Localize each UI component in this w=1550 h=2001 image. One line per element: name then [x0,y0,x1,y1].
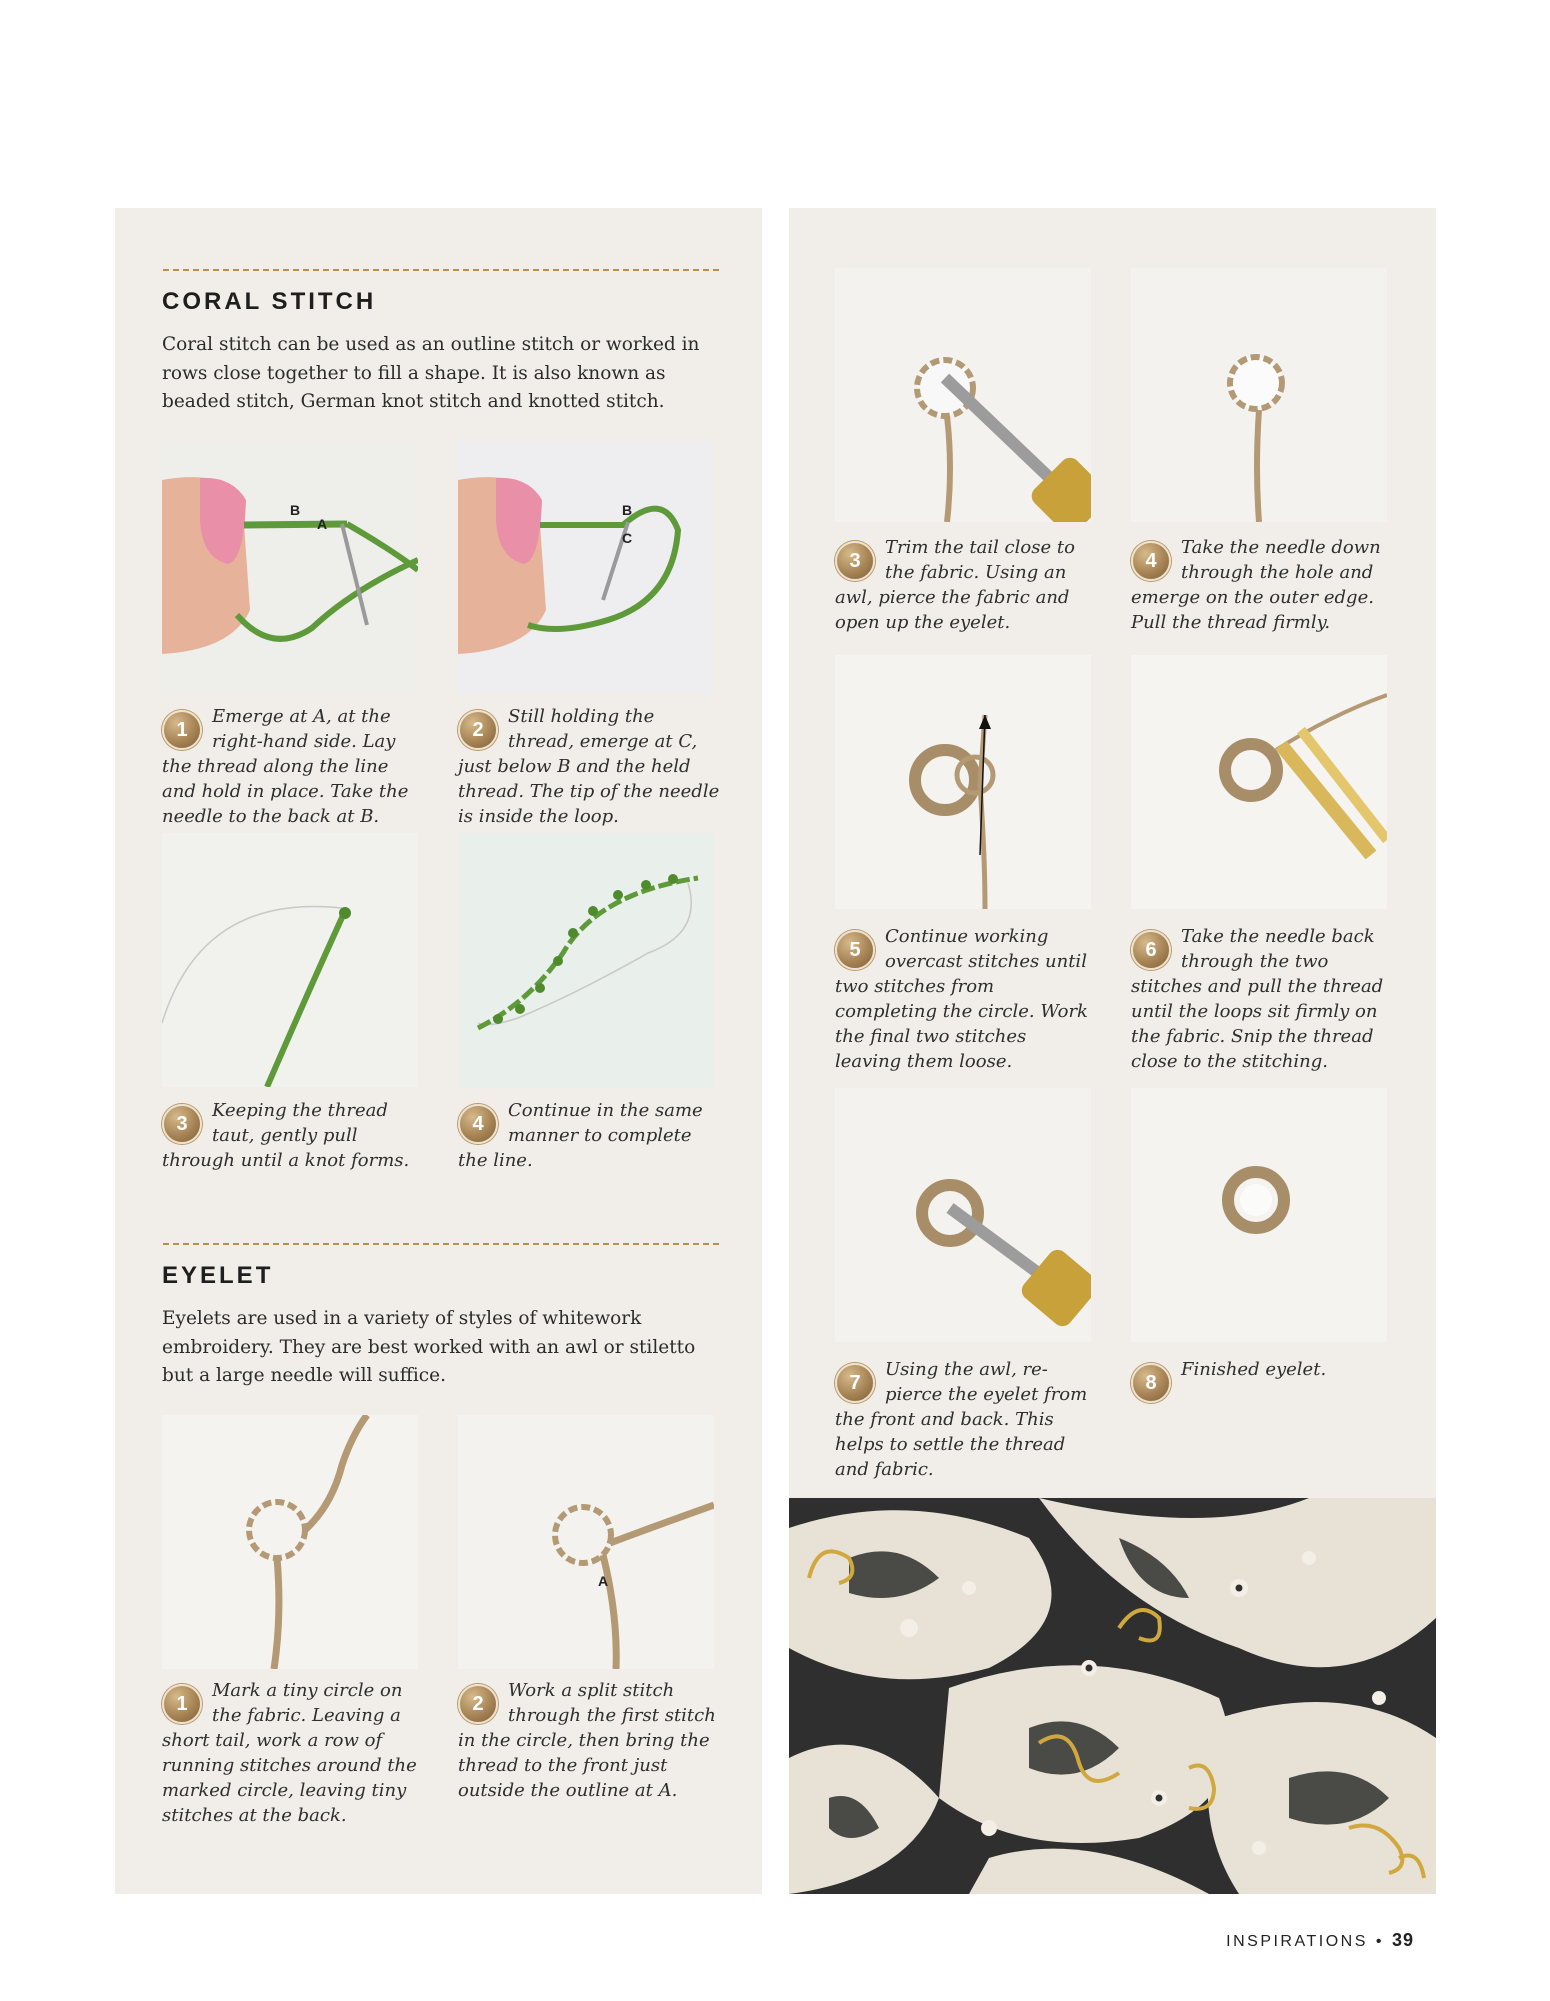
step-number-badge: 2 [458,710,498,750]
eyelet-step-4-photo [1131,268,1387,522]
coral-point-a-label: A [317,516,328,532]
coral-step-2-photo [458,440,714,694]
step-text: Finished eyelet. [1181,1359,1327,1380]
eyelet-step-5-image [835,655,1091,909]
step-text: Take the needle down through the hole and emerge on the outer edge. Pull the thread firmly. [1131,537,1381,633]
coral-stitch-intro: Coral stitch can be used as an outline stitch or worked in rows close together to fill a shape. It is also known as beaded stitch, German knot stitch and knotted stitch. [162,334,700,412]
step-text: Trim the tail close to the fabric. Using an awl, pierce the fabric and open up the eyelet. [835,537,1075,633]
eyelet-step-3-photo [835,268,1091,522]
step-text: Take the needle back through the two stitches and pull the thread until the loops sit firmly on the fabric. Snip the thread close to the stitching. [1131,926,1384,1072]
coral-step-3-caption [162,1098,424,1173]
eyelet-step-7-photo [835,1088,1091,1342]
eyelet-step-2-image [458,1415,714,1669]
whitework-lace-photo [789,1498,1436,1894]
page-footer [1226,1930,1414,1951]
eyelet-step-2-caption [458,1678,720,1803]
eyelet-step-8-image [1131,1088,1387,1342]
step-number-badge: 3 [162,1104,202,1144]
eyelet-step-5-caption [835,924,1097,1074]
eyelet-step-7-caption [835,1357,1097,1482]
eyelet-step-8-caption [1131,1357,1393,1403]
eyelet-step-1-photo [162,1415,418,1669]
eyelet-step-4-caption [1131,535,1393,635]
whitework-lace-image [789,1498,1436,1894]
page-number: 39 [1391,1930,1414,1950]
coral-step-3-image [162,833,418,1087]
coral-point-b2-label: B [622,502,633,518]
step-number-badge: 5 [835,930,875,970]
coral-step-2-image [458,440,714,694]
eyelet-step-3-caption [835,535,1097,635]
step-text: Work a split stitch through the first stitch in the circle, then bring the thread to the front just outside the outline at A. [458,1680,716,1801]
eyelet-step-1-caption [162,1678,424,1828]
eyelet-step-8-photo [1131,1088,1387,1342]
step-number-badge: 7 [835,1363,875,1403]
coral-step-1-image [162,440,418,694]
eyelet-intro: Eyelets are used in a variety of styles of whitework embroidery. They are best worked with an awl or stiletto but a large needle will suffice. [162,1308,696,1386]
step-number-badge: 2 [458,1684,498,1724]
right-panel [789,208,1436,1498]
coral-step-4-caption [458,1098,720,1173]
eyelet-divider [163,1243,719,1245]
coral-step-4-image [458,833,714,1087]
step-number-badge: 1 [162,710,202,750]
eyelet-point-a-label: A [598,1573,609,1589]
eyelet-step-6-photo [1131,655,1387,909]
step-text: Using the awl, re-pierce the eyelet from the front and back. This helps to settle the thread and fabric. [835,1359,1088,1480]
coral-divider [163,269,719,271]
eyelet-step-5-photo [835,655,1091,909]
coral-point-b-label: B [290,502,301,518]
coral-point-c-label: C [622,530,633,546]
step-text: Emerge at A, at the right-hand side. Lay the thread along the line and hold in place. Take the needle to the back at B. [162,706,409,827]
coral-step-4-photo [458,833,714,1087]
step-text: Continue working overcast stitches until two stitches from completing the circle. Work the final two stitches leaving them loose. [835,926,1088,1072]
coral-step-1-photo [162,440,418,694]
step-text: Continue in the same manner to complete the line. [458,1100,703,1171]
coral-stitch-title: CORAL STITCH [162,288,377,315]
eyelet-step-1-image [162,1415,418,1669]
eyelet-step-6-caption [1131,924,1393,1074]
coral-step-1-caption [162,704,424,829]
step-number-badge: 8 [1131,1363,1171,1403]
step-number-badge: 1 [162,1684,202,1724]
coral-step-2-caption [458,704,720,829]
left-panel [115,208,762,1894]
eyelet-title: EYELET [162,1262,274,1289]
step-number-badge: 6 [1131,930,1171,970]
step-text: Keeping the thread taut, gently pull through until a knot forms. [162,1100,410,1171]
eyelet-step-2-photo [458,1415,714,1669]
eyelet-step-4-image [1131,268,1387,522]
step-text: Mark a tiny circle on the fabric. Leaving a short tail, work a row of running stitches around the marked circle, leaving tiny stitches at the back. [162,1680,417,1826]
step-text: Still holding the thread, emerge at C, just below B and the held thread. The tip of the needle is inside the loop. [458,706,720,827]
eyelet-step-6-image [1131,655,1387,909]
eyelet-step-3-image [835,268,1091,522]
coral-step-3-photo [162,833,418,1087]
footer-section-name: INSPIRATIONS [1226,1933,1368,1950]
footer-separator: • [1375,1933,1384,1950]
eyelet-step-7-image [835,1088,1091,1342]
step-number-badge: 3 [835,541,875,581]
step-number-badge: 4 [458,1104,498,1144]
step-number-badge: 4 [1131,541,1171,581]
